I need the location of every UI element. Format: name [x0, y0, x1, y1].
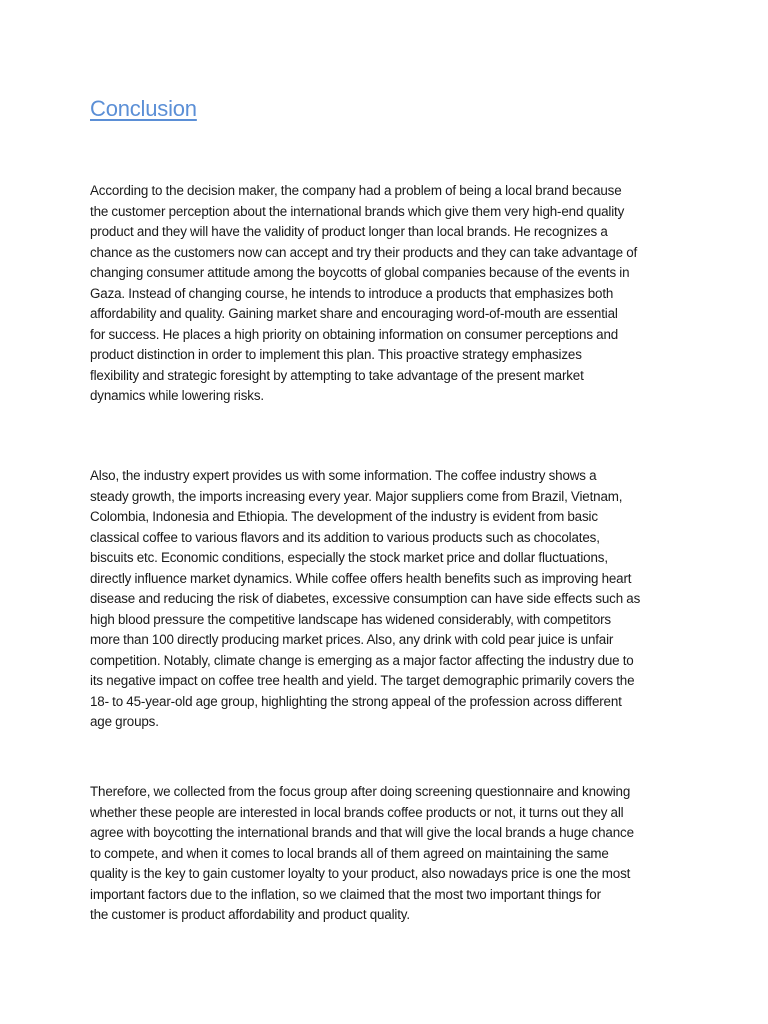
paragraph-focus-group — [90, 782, 680, 926]
text-line: its negative impact on coffee tree health and yield. The target demographic primarily covers the — [90, 673, 635, 688]
text-line: product and they will have the validity of product longer than local brands. He recognizes a — [90, 224, 608, 239]
text-line: Gaza. Instead of changing course, he intends to introduce a products that emphasizes both — [90, 285, 614, 301]
text-line: more than 100 directly producing market prices. Also, any drink with cold pear juice is unfair — [90, 632, 614, 647]
text-line: for success. He places a high priority on obtaining information on consumer perceptions and — [90, 326, 619, 342]
text-line: directly influence market dynamics. While coffee offers health benefits such as improving heart — [90, 570, 632, 586]
text-line: important factors due to the inflation, so we claimed that the most two important things for — [90, 886, 601, 902]
text-line: affordability and quality. Gaining market share and encouraging word-of-mouth are essential — [90, 306, 618, 321]
text-line: disease and reducing the risk of diabetes, excessive consumption can have side effects such as — [90, 591, 641, 606]
text-line: Colombia, Indonesia and Ethiopia. The development of the industry is evident from basic — [90, 509, 598, 524]
text-line: the customer is product affordability and product quality. — [90, 907, 410, 922]
paragraph-industry-expert — [90, 466, 680, 733]
text-line: Therefore, we collected from the focus group after doing screening questionnaire and knowing — [90, 784, 631, 799]
text-line: flexibility and strategic foresight by attempting to take advantage of the present market — [90, 367, 584, 383]
text-line: quality is the key to gain customer loyalty to your product, also nowadays price is one the most — [90, 866, 631, 881]
text-line: Also, the industry expert provides us with some information. The coffee industry shows a — [90, 468, 597, 483]
text-line: age groups. — [90, 714, 159, 729]
text-line: 18- to 45-year-old age group, highlighting the strong appeal of the profession across different — [90, 693, 622, 709]
text-line: competition. Notably, climate change is emerging as a major factor affecting the industry due to — [90, 652, 634, 668]
section-heading: Conclusion — [90, 96, 197, 121]
text-line: the customer perception about the international brands which give them very high-end quality — [90, 203, 625, 219]
text-line: high blood pressure the competitive landscape has widened considerably, with competitors — [90, 611, 611, 627]
text-line: steady growth, the imports increasing every year. Major suppliers come from Brazil, Vietnam, — [90, 488, 623, 504]
text-line: to compete, and when it comes to local brands all of them agreed on maintaining the same — [90, 845, 609, 861]
paragraph-decision-maker — [90, 181, 680, 407]
text-line: agree with boycotting the international brands and that will give the local brands a huge chance — [90, 825, 634, 840]
text-line: biscuits etc. Economic conditions, especially the stock market price and dollar fluctuations, — [90, 550, 608, 565]
text-line: changing consumer attitude among the boycotts of global companies because of the events in — [90, 265, 630, 280]
text-line: chance as the customers now can accept and try their products and they can take advantage of — [90, 244, 638, 260]
text-line: product distinction in order to implement this plan. This proactive strategy emphasizes — [90, 347, 582, 362]
text-line: classical coffee to various flavors and its addition to various products such as chocolates, — [90, 529, 600, 545]
text-line: According to the decision maker, the company had a problem of being a local brand because — [90, 183, 622, 198]
text-line: dynamics while lowering risks. — [90, 388, 264, 403]
text-line: whether these people are interested in local brands coffee products or not, it turns out they all — [90, 804, 624, 820]
